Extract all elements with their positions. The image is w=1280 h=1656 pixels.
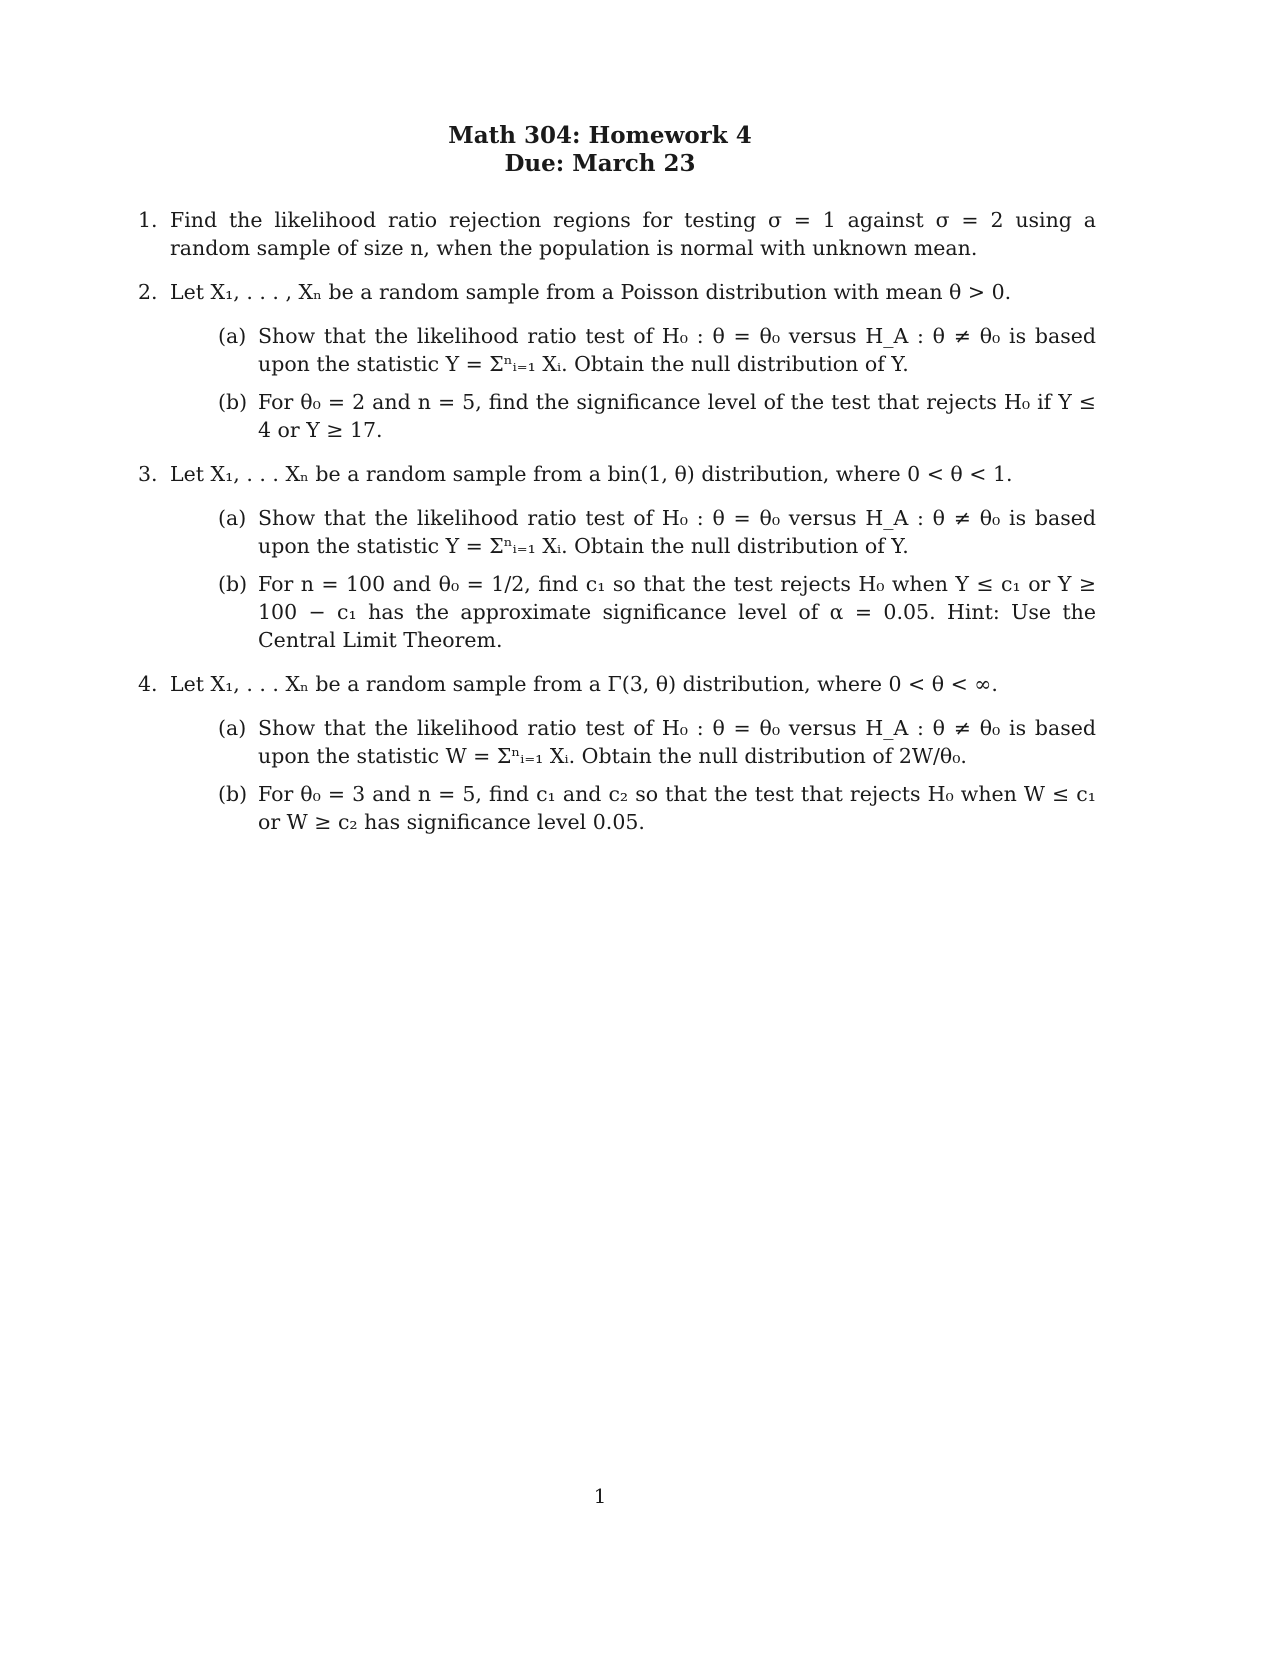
problem-number: 3. (138, 462, 158, 486)
part-label: (b) (218, 572, 248, 596)
problem-text: Let X₁, . . . Xₙ be a random sample from a bin(1, θ) distribution, where 0 < θ < 1. (170, 462, 1013, 486)
part-b (218, 570, 1096, 654)
part-label: (a) (218, 324, 247, 348)
problem-2 (138, 278, 1096, 444)
part-a (218, 504, 1096, 560)
part-label: (b) (218, 390, 248, 414)
problem-parts (170, 504, 1096, 654)
problem-1 (138, 206, 1096, 262)
page-title (0, 122, 1200, 178)
problem-4 (138, 670, 1096, 836)
part-text: For θ₀ = 3 and n = 5, find c₁ and c₂ so that the test that rejects H₀ when W ≤ c₁ or W ≥ c₂ has significance level 0.05. (258, 782, 1096, 834)
problem-3 (138, 460, 1096, 654)
problem-list (138, 206, 1096, 852)
part-text: For n = 100 and θ₀ = 1/2, find c₁ so that the test rejects H₀ when Y ≤ c₁ or Y ≥ 100 − c₁ has the approximate significance level of α = 0.05. Hint: Use the Central Limit Theorem. (258, 572, 1096, 652)
problem-number: 1. (138, 208, 158, 232)
problem-text: Find the likelihood ratio rejection regions for testing σ = 1 against σ = 2 using a random sample of size n, when the population is normal with unknown mean. (170, 208, 1096, 260)
due-date: Due: March 23 (504, 150, 696, 177)
part-label: (a) (218, 716, 247, 740)
part-label: (b) (218, 782, 248, 806)
part-label: (a) (218, 506, 247, 530)
problem-number: 4. (138, 672, 158, 696)
part-text: Show that the likelihood ratio test of H₀ : θ = θ₀ versus H_A : θ ≠ θ₀ is based upon the statistic Y = Σⁿᵢ₌₁ Xᵢ. Obtain the null distribution of Y. (258, 324, 1096, 376)
part-b (218, 780, 1096, 836)
problem-parts (170, 322, 1096, 444)
problem-parts (170, 714, 1096, 836)
part-text: Show that the likelihood ratio test of H₀ : θ = θ₀ versus H_A : θ ≠ θ₀ is based upon the statistic W = Σⁿᵢ₌₁ Xᵢ. Obtain the null distribution of 2W/θ₀. (258, 716, 1096, 768)
problem-text: Let X₁, . . . , Xₙ be a random sample from a Poisson distribution with mean θ > 0. (170, 280, 1012, 304)
problem-text: Let X₁, . . . Xₙ be a random sample from a Γ(3, θ) distribution, where 0 < θ < ∞. (170, 672, 998, 696)
part-a (218, 322, 1096, 378)
part-a (218, 714, 1096, 770)
part-text: Show that the likelihood ratio test of H₀ : θ = θ₀ versus H_A : θ ≠ θ₀ is based upon the statistic Y = Σⁿᵢ₌₁ Xᵢ. Obtain the null distribution of Y. (258, 506, 1096, 558)
part-text: For θ₀ = 2 and n = 5, find the significance level of the test that rejects H₀ if Y ≤ 4 or Y ≥ 17. (258, 390, 1096, 442)
course-title: Math 304: Homework 4 (448, 122, 752, 149)
page-number: 1 (593, 1484, 607, 1508)
problem-number: 2. (138, 280, 158, 304)
part-b (218, 388, 1096, 444)
